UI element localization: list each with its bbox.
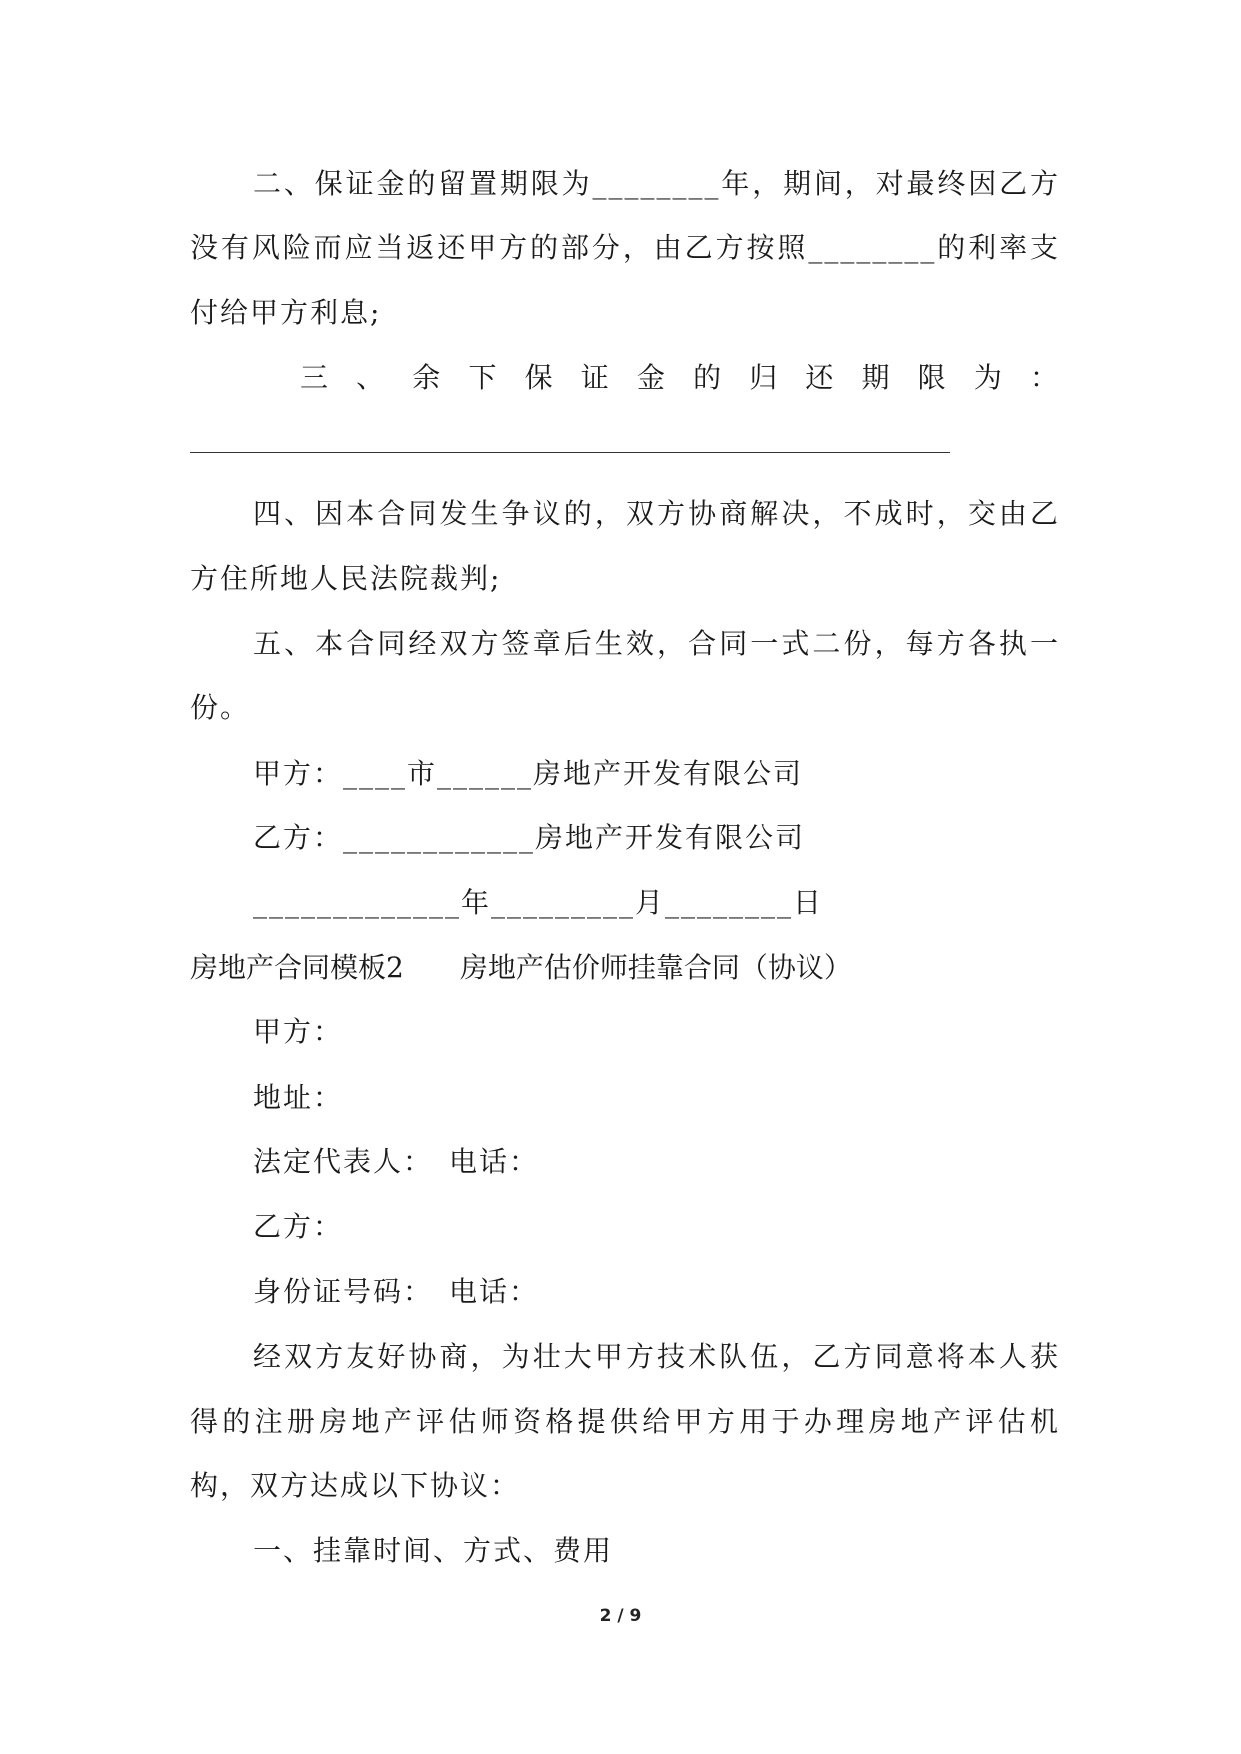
clause-5-line-2: 份。	[190, 691, 251, 724]
legal-rep-label: 法定代表人： 电话：	[253, 1145, 540, 1178]
clause-5-line-1: 五、本合同经双方签章后生效，合同一式二份，每方各执一	[253, 627, 1060, 660]
clause-3-blank	[190, 452, 950, 453]
clause-4-line-2: 方住所地人民法院裁判;	[190, 562, 502, 595]
party-a-signature: 甲方：____市______房地产开发有限公司	[253, 757, 804, 790]
party-a-label: 甲方：	[253, 1015, 344, 1048]
clause-4-line-1: 四、因本合同发生争议的，双方协商解决，不成时，交由乙	[253, 497, 1060, 530]
id-number-label: 身份证号码： 电话：	[253, 1275, 540, 1308]
clause-2-line-3: 付给甲方利息;	[190, 296, 382, 329]
section-1-heading: 一、挂靠时间、方式、费用	[253, 1534, 614, 1567]
clause-3-line: 三 、 余 下 保 证 金 的 归 还 期 限 为 ：	[300, 361, 1060, 394]
agreement-line-1: 经双方友好协商，为壮大甲方技术队伍，乙方同意将本人获	[253, 1340, 1060, 1373]
address-label: 地址：	[253, 1081, 344, 1114]
party-b-signature: 乙方：____________房地产开发有限公司	[253, 821, 806, 854]
date-line: _____________年_________月________日	[253, 886, 824, 919]
contract-2-title: 房地产合同模板2 房地产估价师挂靠合同（协议）	[190, 951, 852, 984]
page-number: 2 / 9	[599, 1606, 642, 1626]
party-b-label: 乙方：	[253, 1210, 344, 1243]
agreement-line-2: 得的注册房地产评估师资格提供给甲方用于办理房地产评估机	[190, 1405, 1060, 1438]
clause-2-line-2: 没有风险而应当返还甲方的部分，由乙方按照________的利率支	[190, 231, 1060, 264]
clause-2-line-1: 二、保证金的留置期限为________年，期间，对最终因乙方	[253, 167, 1060, 200]
agreement-line-3: 构，双方达成以下协议：	[190, 1469, 521, 1502]
